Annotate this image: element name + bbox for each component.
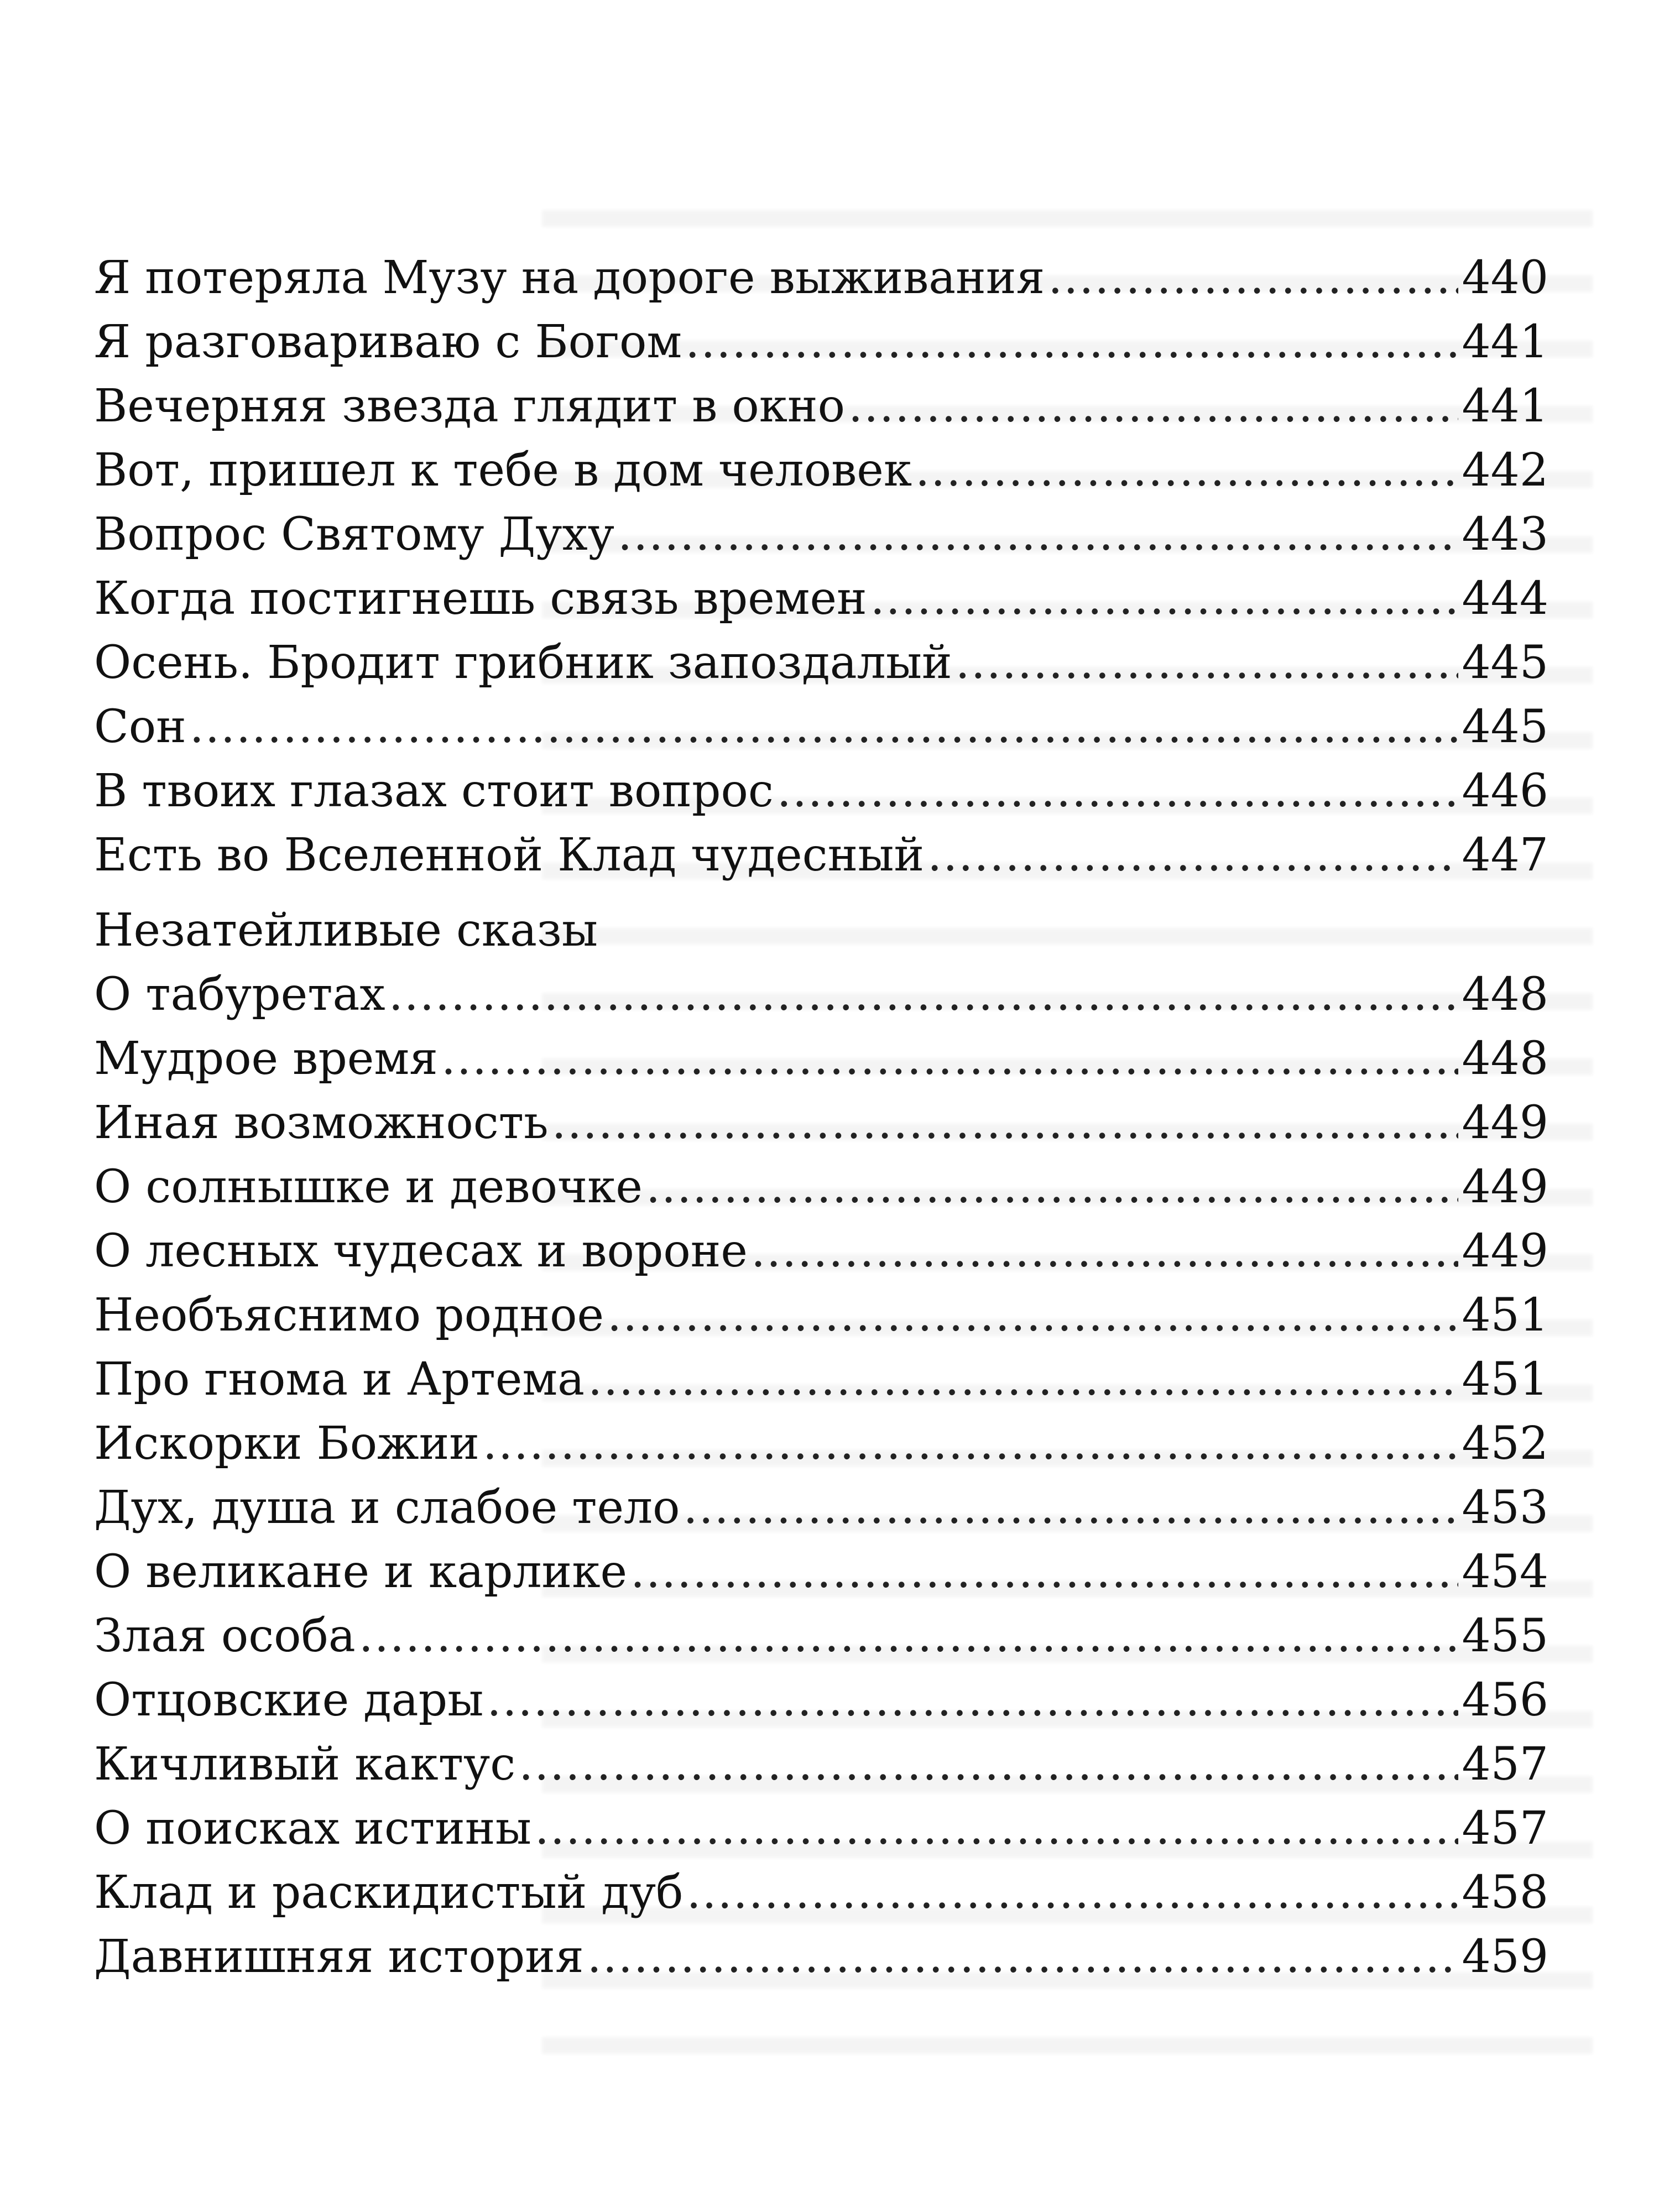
toc-entry-title: Осень. Бродит грибник запоздалый — [94, 637, 952, 689]
dot-leader — [751, 1219, 1459, 1284]
dot-leader — [1048, 246, 1458, 310]
toc-entry — [94, 1797, 1548, 1861]
toc-entry-page-number: 445 — [1462, 701, 1548, 753]
toc-entry-page-number: 440 — [1462, 252, 1548, 304]
toc-entry-title: Необъяснимо родное — [94, 1289, 604, 1342]
toc-entry — [94, 1476, 1548, 1540]
dot-leader — [684, 1476, 1459, 1540]
toc-entry — [94, 1091, 1548, 1155]
toc-entry — [94, 1155, 1548, 1219]
dot-leader — [588, 1348, 1458, 1412]
toc-entry-page-number: 449 — [1462, 1225, 1548, 1277]
toc-entry — [94, 374, 1548, 439]
toc-entry-page-number: 447 — [1462, 829, 1548, 881]
dot-leader — [870, 567, 1459, 631]
dot-leader — [389, 963, 1459, 1027]
toc-entry-title: Вечерняя звезда глядит в окно — [94, 380, 846, 432]
toc-entry-title: Искорки Божии — [94, 1417, 479, 1470]
dot-leader — [587, 1925, 1459, 1989]
toc-entry-page-number: 458 — [1462, 1866, 1548, 1919]
dot-leader — [519, 1733, 1458, 1797]
toc-entry — [94, 695, 1548, 759]
dot-leader — [618, 503, 1458, 567]
toc-entry — [94, 503, 1548, 567]
toc-entry-title: О великане и карлике — [94, 1546, 627, 1598]
toc-entry — [94, 246, 1548, 310]
toc-entry-page-number: 441 — [1462, 380, 1548, 432]
dot-leader — [686, 1861, 1458, 1925]
toc-entry-page-number: 451 — [1462, 1353, 1548, 1406]
toc-entry — [94, 310, 1548, 374]
toc-entry — [94, 1733, 1548, 1797]
toc-entry — [94, 1604, 1548, 1668]
toc-entry-title: В твоих глазах стоит вопрос — [94, 765, 774, 817]
toc-entry-title: Клад и раскидистый дуб — [94, 1866, 684, 1919]
toc-entry — [94, 1412, 1548, 1476]
toc-entry-page-number: 448 — [1462, 1032, 1548, 1085]
toc-entry-page-number: 455 — [1462, 1610, 1548, 1662]
toc-entry-title: О солнышке и девочке — [94, 1161, 643, 1213]
dot-leader — [915, 439, 1458, 503]
toc-entry — [94, 439, 1548, 503]
dot-leader — [685, 310, 1458, 374]
toc-entry-title: Дух, душа и слабое тело — [94, 1481, 680, 1534]
toc-entry — [94, 1861, 1548, 1925]
toc-entry-title: Сон — [94, 701, 186, 753]
toc-entry-title: О лесных чудесах и вороне — [94, 1225, 748, 1277]
toc-entry-title: Иная возможность — [94, 1097, 549, 1149]
dot-leader — [777, 759, 1459, 823]
toc-entry-page-number: 449 — [1462, 1097, 1548, 1149]
dot-leader — [487, 1668, 1458, 1733]
dot-leader — [646, 1155, 1459, 1219]
dot-leader — [441, 1027, 1459, 1091]
toc-entry-page-number: 452 — [1462, 1417, 1548, 1470]
toc-entry — [94, 1925, 1548, 1989]
toc-entry-page-number: 456 — [1462, 1674, 1548, 1726]
toc-entry-title: Кичливый кактус — [94, 1738, 516, 1791]
toc-entry-page-number: 444 — [1462, 572, 1548, 625]
toc-entry-page-number: 457 — [1462, 1738, 1548, 1791]
toc-entry-title: Когда постигнешь связь времен — [94, 572, 867, 625]
dot-leader — [552, 1091, 1459, 1155]
dot-leader — [190, 695, 1459, 759]
toc-entry-page-number: 446 — [1462, 765, 1548, 817]
dot-leader — [848, 374, 1458, 439]
toc-entry-title: Отцовские дары — [94, 1674, 484, 1726]
toc-entry-title: Злая особа — [94, 1610, 356, 1662]
toc-entry — [94, 567, 1548, 631]
toc-entry — [94, 759, 1548, 823]
toc-entry-page-number: 443 — [1462, 508, 1548, 561]
toc-entry-title: О поисках истины — [94, 1802, 531, 1855]
toc-entry-page-number: 457 — [1462, 1802, 1548, 1855]
dot-leader — [483, 1412, 1459, 1476]
toc-entry-title: Вопрос Святому Духу — [94, 508, 614, 561]
toc-entry-title: Про гнома и Артема — [94, 1353, 585, 1406]
toc-entry-title: Есть во Вселенной Клад чудесный — [94, 829, 925, 881]
toc-entry-page-number: 441 — [1462, 316, 1548, 368]
toc-entry-title: О табуретах — [94, 968, 385, 1021]
toc-entry-page-number: 445 — [1462, 637, 1548, 689]
toc-list-part1 — [94, 246, 1548, 888]
toc-entry-title: Вот, пришел к тебе в дом человек — [94, 444, 912, 497]
toc-entry — [94, 1027, 1548, 1091]
toc-entry — [94, 631, 1548, 695]
toc-entry — [94, 1540, 1548, 1604]
toc-entry-title: Я разговариваю с Богом — [94, 316, 682, 368]
toc-entry-title: Я потеряла Музу на дороге выживания — [94, 252, 1045, 304]
dot-leader — [359, 1604, 1459, 1668]
toc-entry-page-number: 454 — [1462, 1546, 1548, 1598]
toc-entry — [94, 1284, 1548, 1348]
toc-entry-title: Давнишняя история — [94, 1931, 584, 1983]
dot-leader — [607, 1284, 1458, 1348]
toc-entry-page-number: 459 — [1462, 1931, 1548, 1983]
toc-entry — [94, 1219, 1548, 1284]
toc-entry — [94, 1348, 1548, 1412]
table-of-contents — [94, 246, 1548, 1989]
dot-leader — [956, 631, 1459, 695]
toc-entry — [94, 823, 1548, 888]
toc-entry-title: Мудрое время — [94, 1032, 438, 1085]
toc-entry-page-number: 449 — [1462, 1161, 1548, 1213]
toc-entry-page-number: 451 — [1462, 1289, 1548, 1342]
toc-entry-page-number: 442 — [1462, 444, 1548, 497]
dot-leader — [535, 1797, 1459, 1861]
toc-list-part2 — [94, 963, 1548, 1989]
toc-entry-page-number: 448 — [1462, 968, 1548, 1021]
dot-leader — [927, 823, 1458, 888]
section-heading: Незатейливые сказы — [94, 904, 598, 957]
dot-leader — [630, 1540, 1459, 1604]
toc-entry — [94, 1668, 1548, 1733]
toc-entry-page-number: 453 — [1462, 1481, 1548, 1534]
toc-entry — [94, 963, 1548, 1027]
